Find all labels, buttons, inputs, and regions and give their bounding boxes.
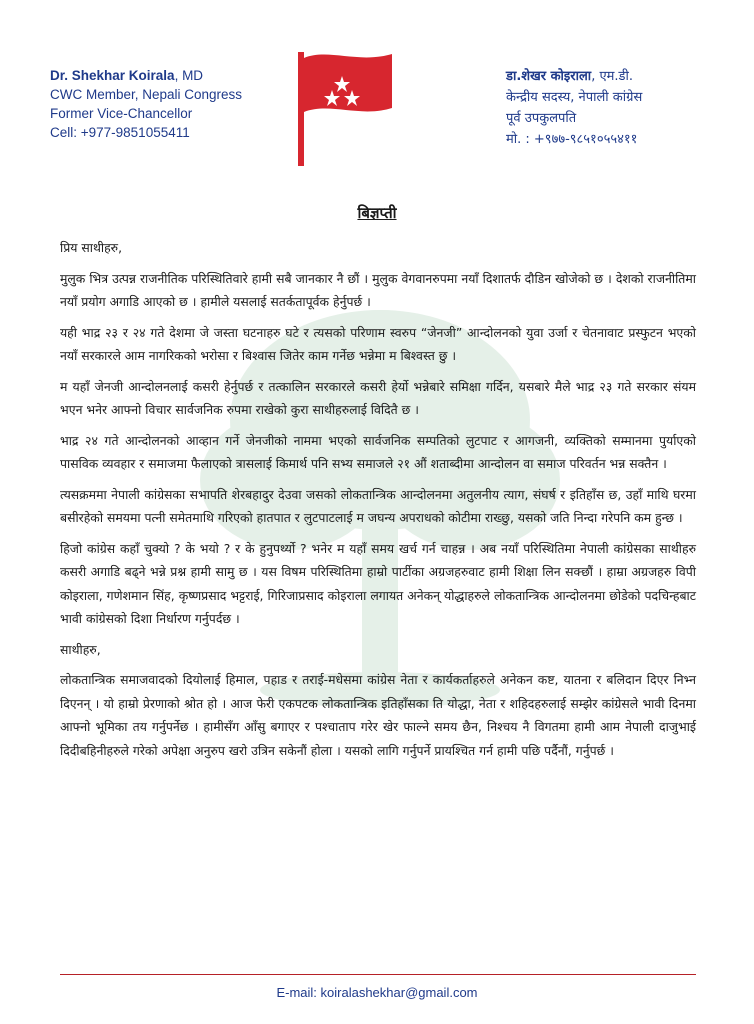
sender-former-role-nepali: पूर्व उपकुलपति <box>506 111 577 126</box>
letter-body <box>60 236 696 769</box>
sender-cell: Cell: +977-9851055411 <box>50 125 190 140</box>
footer-divider <box>60 974 696 975</box>
sender-role-nepali: केन्द्रीय सदस्य, नेपाली कांग्रेस <box>506 90 643 105</box>
sender-degree-nepali: , एम.डी. <box>591 69 634 84</box>
sender-block-nepali <box>506 66 642 150</box>
sender-role: CWC Member, Nepali Congress <box>50 87 243 102</box>
sender-name-nepali: डा.शेखर कोइराला <box>506 69 592 84</box>
sender-degree: , MD <box>174 68 204 83</box>
closing-greeting: साथीहरु, <box>60 641 101 657</box>
sender-cell-nepali: मो. : +९७७-९८५१०५५४११ <box>506 132 638 147</box>
paragraph: हिजो कांग्रेस कहाँ चुक्यो ? के भयो ? र के हुनुपर्थ्यो ? भनेर म यहाँ समय खर्च गर्न चाहन्न । अब नयाँ परिस्थितिमा नेपाली कांग्रेसका साथीहरु कसरी अगाडि बढ्ने भन्ने प्रश्न हामी सामु छ । यस विषम परिस्थितिमा हाम्रो पार्टीका अग्रजहरुवाट हामी शिक्षा लिन सक्छौं । हाम्रा अग्रजहरु विपी कोइराला, गणेशमान सिंह, कृष्णप्रसाद भट्टराई, गिरिजाप्रसाद कोइराला लगायत अनेकन् योद्धाहरुले लोकतान्त्रिक आन्दोलनमा छोडेको पदचिन्हबाट भावी कांग्रेसको दिशा निर्धारण गर्नुपर्दछ । <box>60 540 696 626</box>
final-paragraph: लोकतान्त्रिक समाजवादको दियोलाई हिमाल, पहाड र तराई-मधेसमा कांग्रेस नेता र कार्यकर्ताहरुले अनेकन कष्ट, यातना र बलिदान दिएर निभ्न दिएनन् । यो हाम्रो प्रेरणाको श्रोत हो । आज फेरी एकपटक लोकतान्त्रिक इतिहाँसका ति योद्धा, नेता र शहिदहरुलाई सम्झेर कांग्रेसले भावी दिनमा आफ्नो भूमिका तय गर्नुपर्नेछ । हामीसँग आँसु बगाएर र पश्चाताप गरेर खेर फाल्ने समय छैन, निश्चय नै विगतमा हामी आम नेपाली दाजुभाई दिदीबहिनीहरुले गरेको अपेक्षा अनुरुप खरो उत्रिन सकेनौं होला । यसको लागि गर्नुपर्ने प्रायश्चित गर्न हामी पछि पर्दैनौं, गर्नुपर्छ । <box>60 672 696 758</box>
sender-name: Dr. Shekhar Koirala <box>50 68 175 83</box>
footer-email: E-mail: koiralashekhar@gmail.com <box>276 985 478 1000</box>
paragraph: मुलुक भित्र उत्पन्न राजनीतिक परिस्थितिवारे हामी सबै जानकार नै छौं । मुलुक वेगवानरुपमा नयाँ दिशातर्फ दौडिन खोजेको छ । देशको राजनीतिमा नयाँ प्रयोग अगाडि आएको छ । हामीले यसलाई सतर्कतापूर्वक हेर्नुपर्छ । <box>60 270 696 309</box>
paragraph: त्यसक्रममा नेपाली कांग्रेसका सभापति शेरबहादुर देउवा जसको लोकतान्त्रिक आन्दोलनमा अतुलनीय त्याग, संघर्ष र इतिहाँस छ, उहाँ माथि घरमा बसीरहेको समयमा पत्नी समेतमाथि गरिएको हातपात र लुटपाटलाई म जघन्य अपराधको कोटीमा राख्छु, यसको जति निन्दा गरेपनि कम हुन्छ । <box>60 486 696 525</box>
flag-pole <box>298 52 304 166</box>
paragraph: यही भाद्र २३ र २४ गते देशमा जे जस्ता घटनाहरु घटे र त्यसको परिणाम स्वरुप “जेनजी” आन्दोलनको युवा उर्जा र चेतनावाट प्रस्फुटन भएको नयाँ सरकारले आम नागरिकको भरोसा र बिश्वास जितेर काम गर्नेछ भन्नेमा म बिश्वस्त छु । <box>60 324 696 363</box>
paragraph: भाद्र २४ गते आन्दोलनको आव्हान गर्ने जेनजीको नाममा भएको सार्वजनिक सम्पतिको लुटपाट र आगजनी, व्यक्तिको सम्मानमा पुर्याएको पासविक व्यवहार र समाजमा फैलाएको त्रासलाई किमार्थ पनि सभ्य समाजले २१ औं शताब्दीमा आन्दोलन वा समाज परिवर्तन भन्न सक्तैन । <box>60 432 696 471</box>
nepali-congress-flag-logo <box>288 46 398 168</box>
greeting: प्रिय साथीहरु, <box>60 240 123 255</box>
sender-block-english <box>50 66 242 142</box>
document-title: बिज्ञप्ती <box>357 204 397 222</box>
sender-former-role: Former Vice-Chancellor <box>50 106 193 121</box>
paragraph: म यहाँ जेनजी आन्दोलनलाई कसरी हेर्नुपर्छ र तत्कालिन सरकारले कसरी हेर्यो भन्नेबारे समिक्षा गर्दिन, यसबारे मैले भाद्र २३ गते सरकार संयम भएन भनेर आफ्नो विचार सार्वजनिक रुपमा राखेको कुरा साथीहरुलाई विदितै छ । <box>60 378 696 417</box>
